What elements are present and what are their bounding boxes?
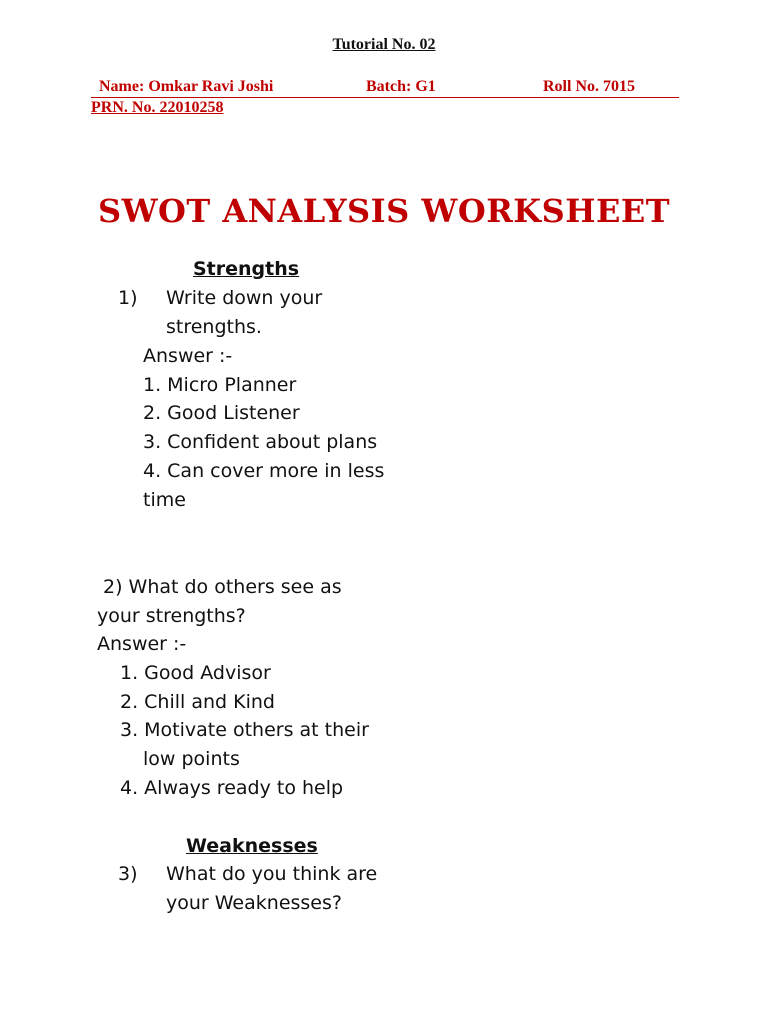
question-3-line1: What do you think are <box>166 863 378 885</box>
question-1-answer-2: 2. Good Listener <box>143 402 300 424</box>
question-1-answer-1: 1. Micro Planner <box>143 374 297 396</box>
student-info-row <box>91 78 679 98</box>
question-2-answer-2: 2. Chill and Kind <box>120 691 275 713</box>
strengths-heading: Strengths <box>193 258 300 280</box>
question-3-number: 3) <box>118 863 138 885</box>
question-2-answer-1: 1. Good Advisor <box>120 662 271 684</box>
student-batch: Batch: G1 <box>366 78 436 95</box>
weaknesses-heading: Weaknesses <box>186 835 318 857</box>
question-1-answer-label: Answer :- <box>143 345 233 367</box>
student-roll-number: Roll No. 7015 <box>543 78 635 95</box>
question-1-number: 1) <box>118 287 138 309</box>
question-1-answer-4: 4. Can cover more in less <box>143 460 385 482</box>
tutorial-number: Tutorial No. 02 <box>332 36 436 53</box>
question-3-line2: your Weaknesses? <box>166 892 342 914</box>
student-prn: PRN. No. 22010258 <box>91 99 224 116</box>
question-1-answer-3: 3. Confident about plans <box>143 431 378 453</box>
question-1-line2: strengths. <box>166 316 262 338</box>
question-2-answer-4: 4. Always ready to help <box>120 777 344 799</box>
question-2-line2: your strengths? <box>97 605 246 627</box>
question-2-answer-label: Answer :- <box>97 633 187 655</box>
question-2-line1: 2) What do others see as <box>103 576 342 598</box>
student-name: Name: Omkar Ravi Joshi <box>99 78 274 95</box>
question-2-answer-3-cont: low points <box>143 748 240 770</box>
worksheet-title: SWOT ANALYSIS WORKSHEET <box>97 192 671 230</box>
question-1-answer-4-cont: time <box>143 489 186 511</box>
question-2-answer-3: 3. Motivate others at their <box>120 719 369 741</box>
question-1-line1: Write down your <box>166 287 323 309</box>
